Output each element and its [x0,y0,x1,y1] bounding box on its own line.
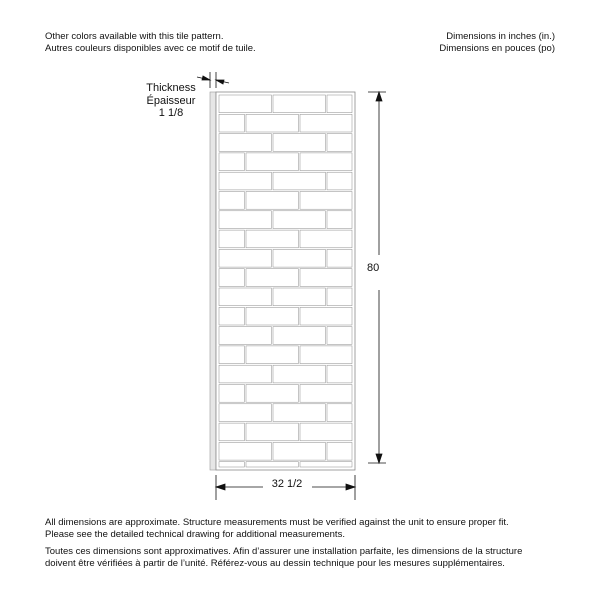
subway-tile [219,95,271,113]
subway-tile [246,462,298,467]
subway-tile [300,230,352,248]
colors-note-en: Other colors available with this tile pattern. [45,31,224,42]
subway-tile [327,327,352,345]
subway-tile [273,134,325,152]
subway-tile [327,404,352,422]
height-dimension [368,92,386,463]
subway-tile [219,288,271,306]
subway-tile [300,346,352,364]
subway-tile [273,172,325,190]
subway-tile [300,385,352,403]
subway-tile [327,288,352,306]
subway-tile [219,385,244,403]
subway-tile [246,230,298,248]
subway-tile [246,114,298,132]
subway-tile [246,192,298,210]
subway-tile [300,462,352,467]
height-value: 80 [367,262,380,274]
subway-tile [246,423,298,441]
subway-tile [273,249,325,267]
disclaimer-en-line2: Please see the detailed technical drawing for additional measurements. [45,529,345,540]
tile-grid [219,95,352,467]
subway-tile [300,307,352,325]
thickness-label-en: Thickness [146,82,196,94]
subway-tile [219,307,244,325]
disclaimer-fr-line2: doivent être vérifiées à partir de l’unité. Référez-vous au dessin technique pour les mesures supplémentaires. [45,558,505,569]
subway-tile [219,153,244,171]
subway-tile [273,327,325,345]
subway-tile [273,365,325,383]
colors-note-fr: Autres couleurs disponibles avec ce motif de tuile. [45,43,256,54]
subway-tile [300,192,352,210]
units-note-en: Dimensions in inches (in.) [446,31,555,42]
thickness-dimension [197,72,229,88]
subway-tile [219,442,271,460]
disclaimer-fr-line1: Toutes ces dimensions sont approximatives. Afin d’assurer une installation parfaite, les dimensions de la structure [45,546,523,557]
subway-tile [219,365,271,383]
subway-tile [219,327,271,345]
subway-tile [246,346,298,364]
thickness-label-fr: Épaisseur [146,94,196,107]
disclaimer-fr [45,546,565,570]
disclaimer-en-line1: All dimensions are approximate. Structure measurements must be verified against the unit to ensure proper fit. [45,517,509,528]
subway-tile [300,153,352,171]
subway-tile [327,442,352,460]
panel-edge [210,92,216,470]
subway-tile [273,211,325,229]
subway-tile [327,172,352,190]
subway-tile [273,442,325,460]
subway-tile [300,423,352,441]
units-note-fr: Dimensions en pouces (po) [439,43,555,54]
subway-tile [246,385,298,403]
subway-tile [273,404,325,422]
subway-tile [246,269,298,287]
subway-tile [246,153,298,171]
subway-tile [219,114,244,132]
subway-tile [273,288,325,306]
subway-tile [246,307,298,325]
subway-tile [327,365,352,383]
subway-tile [273,95,325,113]
subway-tile [219,404,271,422]
thickness-value: 1 1/8 [158,107,184,119]
subway-tile [219,192,244,210]
subway-tile [327,211,352,229]
subway-tile [300,269,352,287]
subway-tile [219,346,244,364]
subway-tile [300,114,352,132]
subway-tile [219,230,244,248]
subway-tile [219,211,271,229]
subway-tile [219,249,271,267]
subway-tile [219,269,244,287]
subway-tile [219,423,244,441]
subway-tile [327,249,352,267]
subway-tile [327,134,352,152]
subway-tile [219,462,244,467]
subway-tile [219,172,271,190]
disclaimer-en [45,517,565,541]
subway-tile [327,95,352,113]
subway-tile [219,134,271,152]
width-value: 32 1/2 [271,478,303,490]
